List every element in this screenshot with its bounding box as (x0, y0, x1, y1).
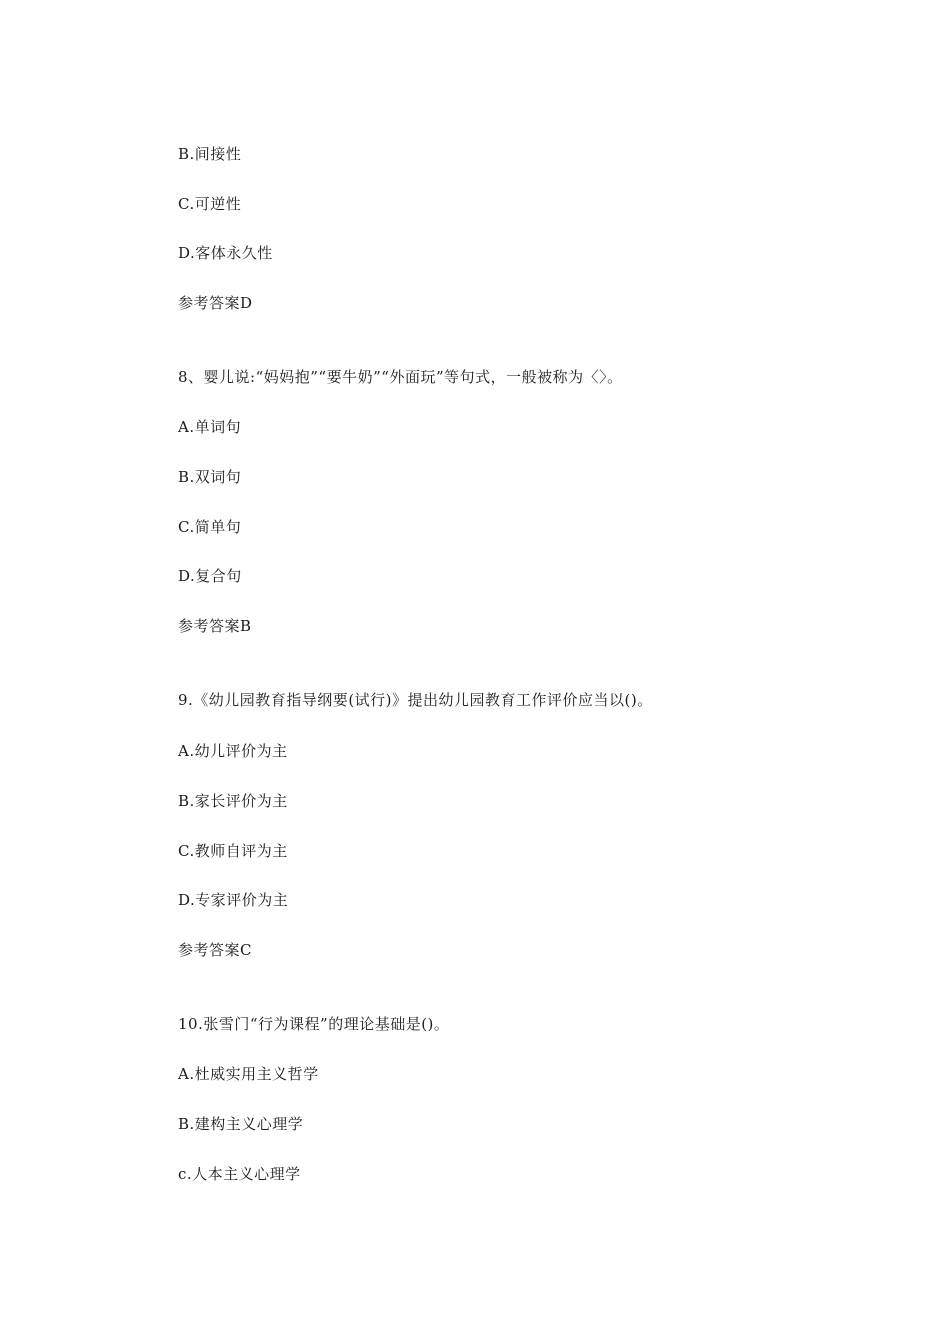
option-b-q7: B.间接性 (178, 145, 242, 163)
question-10: 10.张雪门“行为课程”的理论基础是()。 (178, 1015, 450, 1033)
option-c-q7: C.可逆性 (178, 195, 242, 213)
option-a-q9: A.幼儿评价为主 (178, 742, 288, 760)
option-b-q8: B.双词句 (178, 468, 242, 486)
option-a-q10: A.杜威实用主义哲学 (178, 1065, 319, 1083)
question-9: 9.《幼儿园教育指导纲要(试行)》提出幼儿园教育工作评价应当以()。 (178, 691, 653, 709)
option-a-q8: A.单词句 (178, 418, 242, 436)
answer-q9: 参考答案C (178, 941, 252, 959)
option-d-q8: D.复合句 (178, 567, 242, 585)
option-b-q10: B.建构主义心理学 (178, 1115, 304, 1133)
option-d-q7: D.客体永久性 (178, 244, 273, 262)
question-8: 8、婴儿说:“妈妈抱”“要牛奶”“外面玩”等句式，一般被称为〈〉。 (178, 368, 623, 386)
answer-q8: 参考答案B (178, 617, 252, 635)
option-d-q9: D.专家评价为主 (178, 891, 289, 909)
option-c-q8: C.简单句 (178, 518, 242, 536)
option-c-q10: c.人本主义心理学 (178, 1165, 301, 1183)
option-b-q9: B.家长评价为主 (178, 792, 288, 810)
option-c-q9: C.教师自评为主 (178, 842, 288, 860)
answer-q7: 参考答案D (178, 294, 253, 312)
